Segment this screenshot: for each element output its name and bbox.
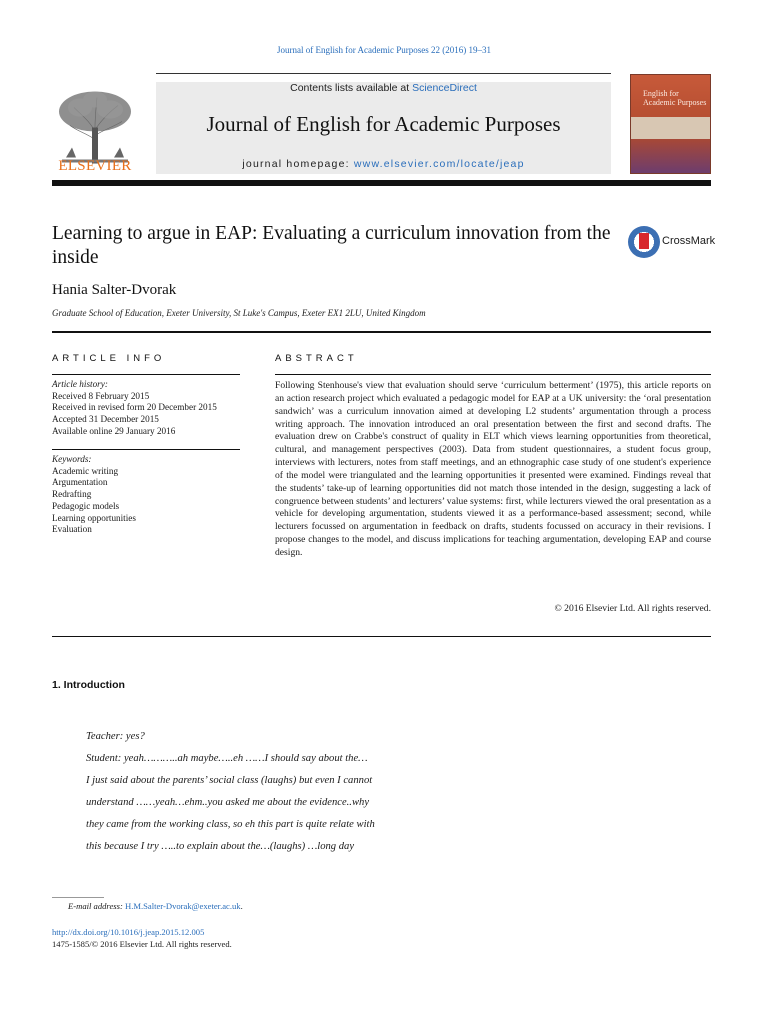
history-item: Available online 29 January 2016 — [52, 425, 176, 436]
email-label: E-mail address: — [68, 901, 123, 911]
crossmark-ribbon-icon — [639, 233, 649, 249]
footnote-rule — [52, 897, 104, 898]
crossmark-label: CrossMark — [662, 235, 716, 247]
history-item: Received 8 February 2015 — [52, 390, 150, 401]
abstract-copyright: © 2016 Elsevier Ltd. All rights reserved. — [554, 603, 711, 614]
abstract-rule — [275, 374, 711, 375]
author-name[interactable]: Hania Salter-Dvorak — [52, 282, 177, 298]
crossmark-badge[interactable] — [628, 226, 716, 258]
journal-citation[interactable]: Journal of English for Academic Purposes 22 (2016) 19–31 — [277, 45, 491, 55]
journal-title: Journal of English for Academic Purposes — [206, 112, 561, 136]
history-item: Received in revised form 20 December 2015 — [52, 402, 217, 413]
author-affiliation: Graduate School of Education, Exeter University, St Luke's Campus, Exeter EX1 2LU, United Kingdom — [52, 308, 426, 318]
article-history — [52, 379, 240, 438]
dialogue-line: Teacher: yes? — [86, 731, 145, 742]
keywords-block — [52, 454, 240, 536]
article-title: Learning to argue in EAP: Evaluating a curriculum innovation from the inside — [52, 223, 611, 268]
dialogue-line: Student: yeah………..ah maybe…..eh ……I should say about the… — [86, 753, 368, 764]
homepage-line — [156, 158, 611, 170]
doi-link[interactable]: http://dx.doi.org/10.1016/j.jeap.2015.12.005 — [52, 927, 205, 937]
abstract-divider — [52, 636, 711, 637]
history-item: Accepted 31 December 2015 — [52, 414, 159, 425]
keyword-item: Evaluation — [52, 524, 92, 535]
email-link[interactable]: H.M.Salter-Dvorak@exeter.ac.uk — [124, 901, 241, 911]
keyword-item: Pedagogic models — [52, 500, 120, 511]
abstract-text: Following Stenhouse's view that evaluation should serve ‘curriculum betterment’ (1975), this article reports on an action research project which evaluated a pedagogic model for EAP at a UK university: the ‘oral presentation sandwich’ was a curriculum innovation aimed at developing L2 students’ argumentation through a process writing approach. The innovation introduced an oral presentation between the first and second drafts. The evaluation drew on Crabbe's construct of quality in ELT which views learning opportunities from theoretical, cultural, and management perspectives (2003). Data from student questionnaires, a student focus group, interviews with lecturers, notes from staff meetings, and an ethnographic case study of one student's experience of the model were triangulated and the learning opportunities it presented were examined. Findings reveal that the students’ take-up of learning opportunities did not match those intended in the design, suggesting a lack of congruence between students’ and lecturers’ value systems: first, while lecturers viewed the oral presentation as a vehicle for developing argumentation, students viewed it as a performance-based assessment; second, while lecturers focussed on argumentation in feedback on drafts, students focussed on accuracy in their revisions. I propose changes to the model, and discuss implications for teaching argumentation, developing EAP and course design. — [275, 380, 711, 558]
header-top-rule — [156, 73, 611, 74]
journal-cover-thumbnail[interactable] — [630, 74, 711, 174]
article-info-rule — [52, 374, 240, 375]
homepage-link[interactable]: www.elsevier.com/locate/jeap — [353, 158, 525, 170]
keywords-label: Keywords: — [52, 454, 92, 464]
dialogue-line: understand ……yeah…ehm..you asked me about the evidence..why — [86, 797, 370, 808]
contents-line — [156, 82, 611, 94]
title-divider — [52, 331, 711, 333]
cover-stripe — [631, 117, 711, 139]
issn-copyright: 1475-1585/© 2016 Elsevier Ltd. All rights reserved. — [52, 939, 232, 949]
elsevier-wordmark: ELSEVIER — [58, 158, 132, 174]
email-suffix: . — [240, 901, 243, 911]
keyword-item: Argumentation — [52, 477, 108, 488]
dialogue-line: they came from the working class, so eh this part is quite relate with — [86, 819, 375, 830]
dialogue-line: I just said about the parents’ social class (laughs) but even I cannot — [86, 775, 373, 786]
history-label: Article history: — [52, 379, 108, 389]
article-info-heading: ARTICLE INFO — [52, 353, 166, 364]
keyword-item: Redrafting — [52, 489, 92, 500]
keyword-item: Learning opportunities — [52, 512, 136, 523]
dialogue-line: this because I try …..to explain about the…(laughs) …long day — [86, 841, 355, 852]
author-email-footnote — [68, 901, 243, 911]
keywords-rule — [52, 449, 240, 450]
keyword-item: Academic writing — [52, 465, 119, 476]
abstract-heading: ABSTRACT — [275, 353, 358, 364]
sciencedirect-link[interactable]: ScienceDirect — [412, 82, 477, 94]
contents-prefix: Contents lists available at — [290, 82, 413, 94]
header-divider — [52, 180, 711, 186]
section-heading-introduction: 1. Introduction — [52, 679, 125, 691]
homepage-prefix: journal homepage: — [242, 158, 354, 170]
cover-title: English for Academic Purposes — [643, 89, 707, 107]
